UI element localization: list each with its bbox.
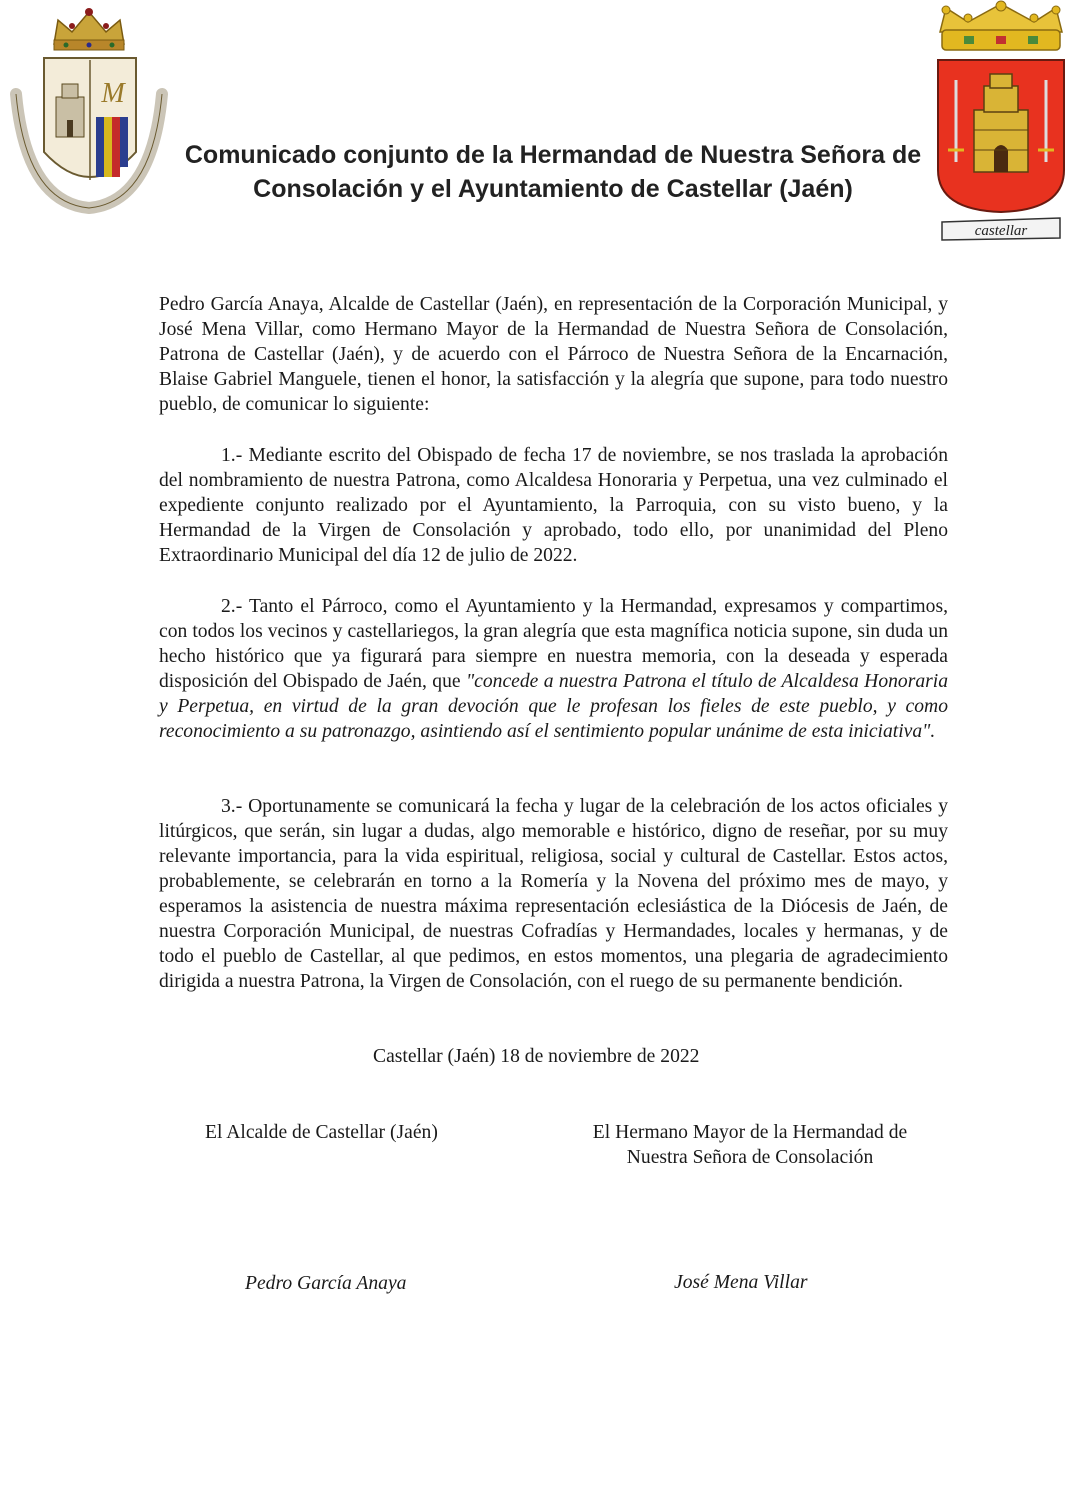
point-1-paragraph <box>159 443 948 568</box>
signatory-right-title-line-2: Nuestra Señora de Consolación <box>626 1147 874 1168</box>
svg-text:M: M <box>101 78 125 109</box>
point-3-paragraph <box>159 794 948 994</box>
point-3-text: 3.- Oportunamente se comunicará la fecha y lugar de la celebración de los actos oficiales y litúrgicos, que serán, sin lugar a dudas, algo memorable e histórico, digno de reseñar, por su muy relevante importancia, para la vida espiritual, religiosa, social y cultural de Castellar. Estos actos, probablemente, se celebrarán en torno a la Romería y la Novena del próximo mes de mayo, y esperamos la asistencia de nuestra máxima representación eclesiástica de la Diócesis de Jaén, de nuestra Corporación Municipal, de nuestras Cofradías y Hermandades, locales y hermanas, y de todo el pueblo de Castellar, al que pedimos, en estos momentos, una plegaria de agradecimiento dirigida a nuestra Patrona, la Virgen de Consolación, con el ruego de su permanente bendición. <box>159 796 948 992</box>
signatory-left-name: Pedro García Anaya <box>245 1273 407 1294</box>
point-2-quote: "concede a nuestra Patrona el título de Alcaldesa Honoraria y Perpetua, en virtud de la gran devoción que le profesan los fieles de este pueblo, y como reconocimiento a su patronazgo, asintiendo así el sentimiento popular unánime de esta iniciativa". <box>159 671 948 742</box>
intro-text: Pedro García Anaya, Alcalde de Castellar (Jaén), en representación de la Corporación Municipal, y José Mena Villar, como Hermano Mayor de la Hermandad de Nuestra Señora de Consolación, Patrona de Castellar (Jaén), y de acuerdo con el Párroco de Nuestra Señora de la Encarnación, Blaise Gabriel Manguele, tienen el honor, la satisfacción y la alegría que supone, para todo nuestro pueblo, de comunicar lo siguiente: <box>159 294 948 415</box>
signatory-right-title-line-1: El Hermano Mayor de la Hermandad de <box>592 1122 908 1143</box>
signatory-left-title: El Alcalde de Castellar (Jaén) <box>205 1122 438 1143</box>
castellar-coat-of-arms-icon <box>928 0 1074 244</box>
scroll-text: castellar <box>974 223 1028 239</box>
point-2-text: 2.- Tanto el Párroco, como el Ayuntamiento y la Hermandad, expresamos y compartimos, con todos los vecinos y castellariegos, la gran alegría que esta magnífica noticia supone, sin duda un hecho histórico que ya figurará para siempre en nuestra memoria, con la deseada y esperada disposición del Obispado de Jaén, que <box>159 596 948 692</box>
intro-paragraph <box>159 292 948 417</box>
hermandad-coat-of-arms-icon <box>6 2 172 218</box>
signatory-right-name: José Mena Villar <box>674 1272 808 1293</box>
point-1-text: 1.- Mediante escrito del Obispado de fecha 17 de noviembre, se nos traslada la aprobación del nombramiento de nuestra Patrona, como Alcaldesa Honoraria y Perpetua, una vez culminado el expediente conjunto realizado por el Ayuntamiento, la Parroquia, con su visto bueno, y la Hermandad de la Virgen de Consolación y aprobado, todo ello, por unanimidad del Pleno Extraordinario Municipal del día 12 de julio de 2022. <box>159 445 948 566</box>
crown-icon <box>54 8 124 50</box>
document-title: Comunicado conjunto de la Hermandad de Nuestra Señora de Consolación y el Ayuntamiento de Castellar (Jaén) <box>184 141 922 203</box>
point-2-paragraph <box>159 594 948 744</box>
crown-icon <box>940 1 1062 50</box>
signatory-right-title <box>560 1120 940 1170</box>
date-line: Castellar (Jaén) 18 de noviembre de 2022 <box>373 1046 700 1067</box>
